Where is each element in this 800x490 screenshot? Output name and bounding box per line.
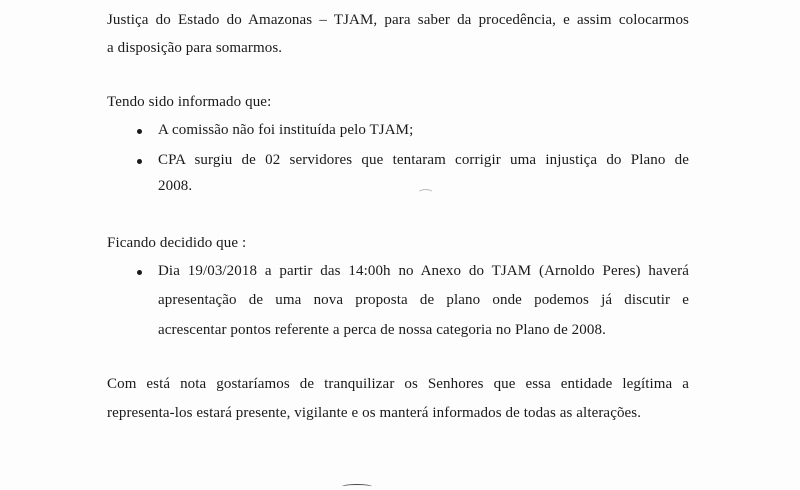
signature-mark [342,484,372,489]
decided-bullet-1-line-3: acrescentar pontos referente a perca de nossa categoria no Plano de 2008. [158,322,606,338]
decided-heading: Ficando decidido que : [107,235,247,251]
informed-heading: Tendo sido informado que: [107,94,272,110]
bullet-icon [137,270,142,275]
closing-line-2: representa-los estará presente, vigilante e os manterá informados de todas as alterações. [107,405,642,421]
bullet-icon [137,159,142,164]
decided-bullet-1-line-1: Dia 19/03/2018 a partir das 14:00h no Anexo do TJAM (Arnoldo Peres) haverá [158,263,689,279]
informed-bullet-1: A comissão não foi instituída pelo TJAM; [158,122,414,138]
intro-line-2: a disposição para somarmos. [107,40,283,56]
informed-bullet-2-line-1: CPA surgiu de 02 servidores que tentaram corrigir uma injustiça do Plano de [158,152,689,168]
closing-line-1: Com está nota gostaríamos de tranquilizar os Senhores que essa entidade legítima a [107,376,689,392]
bullet-icon [137,129,142,134]
intro-line-1: Justiça do Estado do Amazonas – TJAM, para saber da procedência, e assim colocarmos [107,12,689,28]
scan-mark: ⁀ [420,191,432,206]
informed-bullet-2-line-2: 2008. [158,178,193,194]
decided-bullet-1-line-2: apresentação de uma nova proposta de plano onde podemos já discutir e [158,292,689,308]
